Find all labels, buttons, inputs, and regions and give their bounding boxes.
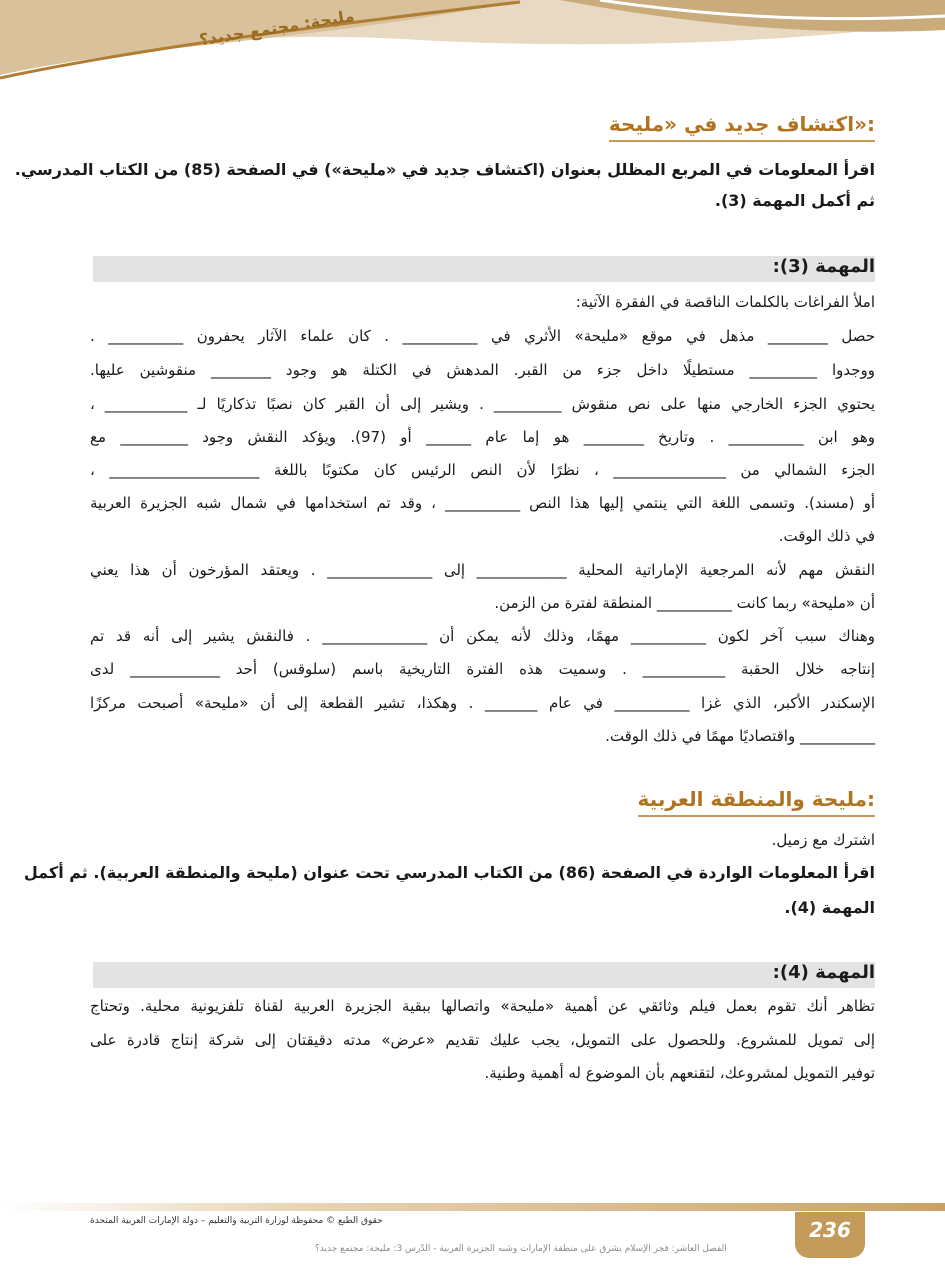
fill-blank-line: ووجدوا _________ مستطيلًا داخل جزء من القبر. المدهش في الكتلة هو وجود ________ منقوشين عليها. [90,361,875,379]
footer-bar [0,1203,945,1211]
task-4-bar [93,962,875,988]
instruction-line: ثم أكمل المهمة (3). [714,191,875,210]
fill-blank-line: الجزء الشمالي من _______________ ، نظرًا لأن النص الرئيس كان مكتوبًا باللغة ____________________ ، [90,461,875,479]
task-4-text: تظاهر أنك تقوم بعمل فيلم وثائقي عن أهمية «مليحة» واتصالها ببقية الجزيرة العربية لقناة تلفزيونية محلية. وتحتاج [90,997,875,1015]
instruction-line: المهمة (4). [784,898,875,917]
fill-blank-line: النقش مهم لأنه المرجعية الإماراتية المحلية ____________ إلى ______________ . ويعتقد المؤرخون أن هذا يعني [90,561,875,579]
instruction-line: اقرأ المعلومات في المربع المظلل بعنوان (اكتشاف جديد في «مليحة») في الصفحة (85) من الكتاب المدرسي. [14,160,875,179]
fill-blank-line: حصل ________ مذهل في موقع «مليحة» الأثري في __________ . كان علماء الآثار يحفرون __________ . [90,327,875,345]
fill-blank-line: إنتاجه خلال الحقبة ___________ . وسميت هذه الفترة التاريخية باسم (سلوقس) أحد ____________ لدى [90,660,875,678]
copyright-notice: حقوق الطبع © محفوظة لوزارة التربية والتعليم – دولة الإمارات العربية المتحدة [90,1216,383,1226]
breadcrumb: الفصل العاشر: فجر الإسلام يشرق على منطقة الإمارات وشبه الجزيرة العربية - الدّرس 3: مليحة: مجتمع جديد؟ [315,1244,727,1254]
section-title-new-discovery: اكتشاف جديد في «مليحة»: [609,112,875,142]
share-prompt: اشترك مع زميل. [771,831,875,849]
task-4-text: إلى تمويل للمشروع. وللحصول على التمويل، يجب عليك تقديم «عرض» مدته دقيقتان إلى شركة إنتاج قادرة على [90,1031,875,1049]
fill-blank-line: الإسكندر الأكبر، الذي غزا __________ في عام _______ . وهكذا، تشير القطعة إلى أن «مليحة» أصبحت مركزًا [90,694,875,712]
fill-blank-line: أن «مليحة» ربما كانت __________ المنطقة لفترة من الزمن. [494,594,875,612]
page-number: 236 [809,1218,851,1242]
header-decoration [0,0,945,80]
fill-blank-line: __________ واقتصاديًا مهمًا في ذلك الوقت. [605,727,875,745]
task-3-bar [93,256,875,282]
fill-blank-line: وهناك سبب آخر لكون __________ مهمًا، وذلك لأنه يمكن أن ______________ . فالنقش يشير إلى أنه قد تم [90,627,875,645]
instruction-line: اقرأ المعلومات الواردة في الصفحة (86) من الكتاب المدرسي تحت عنوان (مليحة والمنطقة العربية). ثم أكمل [23,863,875,882]
task-4-text: توفير التمويل لمشروعك، لتقنعهم بأن الموضوع له أهمية وطنية. [484,1064,875,1082]
fill-blank-line: أو (مسند). وتسمى اللغة التي ينتمي إليها هذا النص __________ ، وقد تم استخدامها في شمال شبه الجزيرة العربية [90,494,875,512]
task-4-title: المهمة (4): [772,962,875,983]
section-title-mleiha-arab-region: مليحة والمنطقة العربية: [638,787,875,817]
fill-blank-line: في ذلك الوقت. [778,527,875,545]
lesson-title: مليحة: مجتمع جديد؟ [198,6,356,50]
fill-blank-line: وهو ابن __________ . وتاريخ ________ هو إما عام ______ أو (97). ويؤكد النقش وجود _________ مع [90,428,875,446]
task-3-title: المهمة (3): [772,256,875,277]
task-3-prompt: املأ الفراغات بالكلمات الناقصة في الفقرة الآتية: [575,293,875,311]
fill-blank-line: يحتوي الجزء الخارجي منها على نص منقوش _________ . ويشير إلى أن القبر كان نصبًا تذكاريًا لـ ___________ ، [90,395,875,413]
